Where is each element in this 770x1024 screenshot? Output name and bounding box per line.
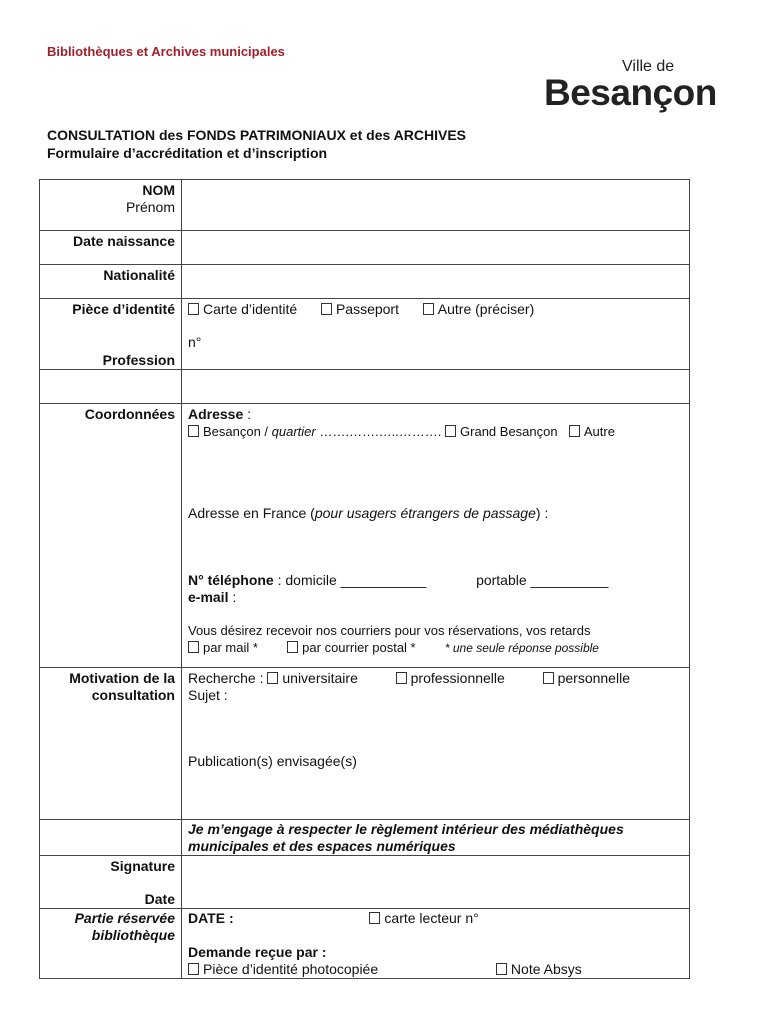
id-number-label: n°	[188, 334, 202, 350]
quartier-label: quartier	[271, 424, 316, 439]
name-label-cell	[40, 180, 182, 231]
publication-label: Publication(s) envisagée(s)	[188, 753, 357, 769]
id-profession-label-cell	[40, 299, 182, 370]
form-title-line2: Formulaire d’accréditation et d’inscription	[47, 145, 328, 161]
option-autre: Autre	[583, 424, 615, 439]
checkbox-passport[interactable]	[321, 303, 332, 315]
id-document-field	[182, 299, 690, 370]
option-id-card: Carte d’identité	[203, 301, 298, 317]
signature-label: Signature	[110, 858, 175, 874]
address-france-label: Adresse en France (	[188, 505, 315, 521]
checkbox-personal[interactable]	[543, 672, 554, 684]
address-france-note: pour usagers étrangers de passage	[314, 505, 536, 521]
profession-spacer	[40, 370, 182, 404]
contact-field	[182, 404, 690, 668]
option-besancon: Besançon /	[203, 424, 272, 439]
motivation-field	[182, 668, 690, 820]
checkbox-other[interactable]	[423, 303, 434, 315]
phone-mobile: portable __________	[476, 572, 609, 588]
option-reader-card: carte lecteur n°	[384, 910, 479, 926]
reserved-label-line2: bibliothèque	[91, 927, 175, 943]
profession-field[interactable]	[182, 370, 690, 404]
request-received-label: Demande reçue par :	[188, 944, 327, 960]
motivation-label-line1: Motivation de la	[69, 670, 175, 686]
profession-label: Profession	[102, 352, 175, 368]
birthdate-label: Date naissance	[40, 231, 182, 265]
checkbox-absys-note[interactable]	[496, 963, 507, 975]
checkbox-id-photocopied[interactable]	[188, 963, 199, 975]
option-other: Autre (préciser)	[437, 301, 535, 317]
option-by-post: par courrier postal *	[302, 640, 416, 655]
registration-form-table	[39, 179, 690, 979]
nationality-field[interactable]	[182, 265, 690, 299]
checkbox-professional[interactable]	[396, 672, 407, 684]
option-personal: personnelle	[557, 670, 630, 686]
mail-preference-text: Vous désirez recevoir nos courriers pour vos réservations, vos retards	[188, 623, 591, 638]
checkbox-academic[interactable]	[267, 672, 278, 684]
ville-de-besancon-logo	[544, 56, 724, 128]
signature-field[interactable]	[182, 856, 690, 909]
motivation-label-line2: consultation	[91, 687, 175, 703]
checkbox-id-card[interactable]	[188, 303, 199, 315]
address-france-colon: ) :	[535, 505, 549, 521]
motivation-label	[40, 668, 182, 820]
form-title-line1: CONSULTATION des FONDS PATRIMONIAUX et des ARCHIVES	[47, 127, 466, 143]
contact-label: Coordonnées	[40, 404, 182, 668]
option-id-photocopied: Pièce d’identité photocopiée	[203, 961, 379, 977]
signature-date-label-cell	[40, 856, 182, 909]
nom-label: NOM	[142, 182, 175, 198]
checkbox-by-post[interactable]	[287, 641, 298, 653]
checkbox-reader-card[interactable]	[369, 912, 380, 924]
prenom-label: Prénom	[125, 199, 175, 215]
form-title	[47, 126, 466, 162]
option-academic: universitaire	[282, 670, 358, 686]
address-label: Adresse	[188, 406, 244, 422]
research-label: Recherche :	[188, 670, 268, 686]
checkbox-by-mail[interactable]	[188, 641, 199, 653]
phone-home: : domicile ___________	[273, 572, 427, 588]
single-answer-note: * une seule réponse possible	[444, 641, 599, 655]
option-absys-note: Note Absys	[510, 961, 582, 977]
email-colon: :	[228, 589, 237, 605]
engagement-statement: Je m’engage à respecter le règlement intérieur des médiathèques municipales et des espaces numériques	[182, 820, 690, 856]
option-professional: professionnelle	[410, 670, 505, 686]
phone-label: N° téléphone	[188, 572, 274, 588]
checkbox-grand-besancon[interactable]	[445, 425, 456, 437]
logo-big-text: Besançon	[544, 72, 717, 113]
checkbox-besancon[interactable]	[188, 425, 199, 437]
email-label: e-mail	[188, 589, 229, 605]
checkbox-autre[interactable]	[569, 425, 580, 437]
engagement-spacer	[40, 820, 182, 856]
reserved-label-line1: Partie réservée	[74, 910, 175, 926]
option-passport: Passeport	[335, 301, 399, 317]
option-by-mail: par mail *	[203, 640, 258, 655]
birthdate-field[interactable]	[182, 231, 690, 265]
date-label: Date	[144, 891, 175, 907]
id-document-label: Pièce d’identité	[72, 301, 175, 317]
reserved-field	[182, 909, 690, 979]
name-field[interactable]	[182, 180, 690, 231]
subject-label: Sujet :	[188, 687, 228, 703]
quartier-dots: …….…….…..……….	[315, 424, 446, 439]
nationality-label: Nationalité	[40, 265, 182, 299]
reserved-date-label: DATE :	[188, 910, 234, 926]
address-colon: :	[243, 406, 252, 422]
option-grand-besancon: Grand Besançon	[460, 424, 558, 439]
organization-header: Bibliothèques et Archives municipales	[47, 44, 285, 59]
logo-small-text: Ville de	[622, 58, 675, 75]
reserved-label	[40, 909, 182, 979]
